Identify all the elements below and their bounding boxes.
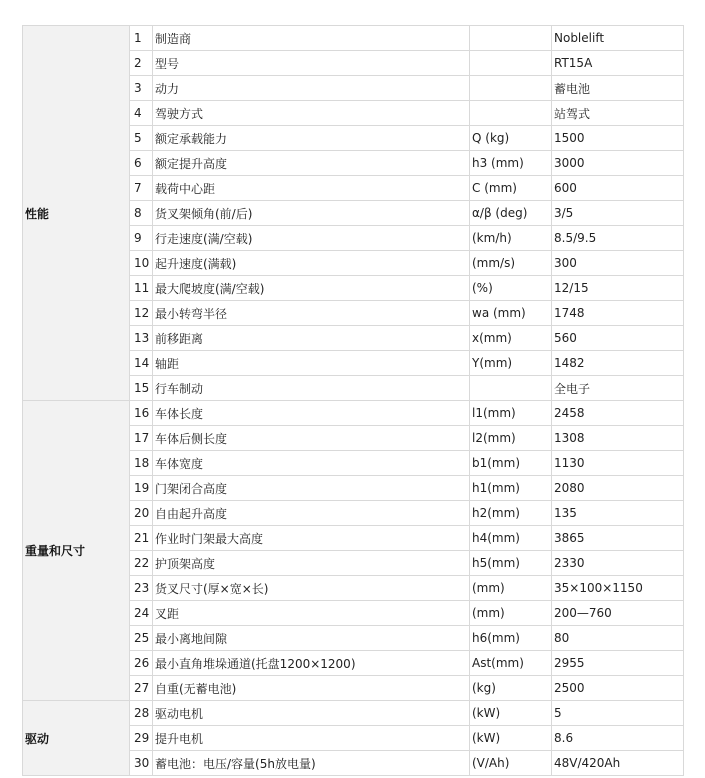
- row-number-cell: 8: [130, 201, 153, 226]
- item-name-cell: 蓄电池：电压/容量(5h放电量): [153, 751, 470, 776]
- unit-cell: (kg): [470, 676, 552, 701]
- unit-cell: b1(mm): [470, 451, 552, 476]
- item-name-cell: 额定承载能力: [153, 126, 470, 151]
- value-cell: 2080: [552, 476, 684, 501]
- unit-cell: (kW): [470, 726, 552, 751]
- value-cell: 8.6: [552, 726, 684, 751]
- item-name-cell: 货叉尺寸(厚×宽×长): [153, 576, 470, 601]
- row-number-cell: 19: [130, 476, 153, 501]
- unit-cell: (%): [470, 276, 552, 301]
- row-number-cell: 22: [130, 551, 153, 576]
- value-cell: 全电子: [552, 376, 684, 401]
- row-number-cell: 1: [130, 26, 153, 51]
- row-number-cell: 6: [130, 151, 153, 176]
- item-name-cell: 动力: [153, 76, 470, 101]
- item-name-cell: 起升速度(满载): [153, 251, 470, 276]
- value-cell: 1748: [552, 301, 684, 326]
- unit-cell: α/β (deg): [470, 201, 552, 226]
- unit-cell: (mm): [470, 601, 552, 626]
- value-cell: 1130: [552, 451, 684, 476]
- row-number-cell: 27: [130, 676, 153, 701]
- value-cell: 1500: [552, 126, 684, 151]
- unit-cell: (mm/s): [470, 251, 552, 276]
- row-number-cell: 11: [130, 276, 153, 301]
- row-number-cell: 3: [130, 76, 153, 101]
- category-cell: 性能: [23, 26, 130, 401]
- item-name-cell: 最小转弯半径: [153, 301, 470, 326]
- item-name-cell: 门架闭合高度: [153, 476, 470, 501]
- value-cell: 3865: [552, 526, 684, 551]
- unit-cell: Q (kg): [470, 126, 552, 151]
- item-name-cell: 叉距: [153, 601, 470, 626]
- item-name-cell: 车体宽度: [153, 451, 470, 476]
- unit-cell: [470, 376, 552, 401]
- unit-cell: h4(mm): [470, 526, 552, 551]
- value-cell: 12/15: [552, 276, 684, 301]
- unit-cell: [470, 101, 552, 126]
- value-cell: 2330: [552, 551, 684, 576]
- row-number-cell: 13: [130, 326, 153, 351]
- item-name-cell: 护顶架高度: [153, 551, 470, 576]
- unit-cell: h1(mm): [470, 476, 552, 501]
- row-number-cell: 9: [130, 226, 153, 251]
- unit-cell: h2(mm): [470, 501, 552, 526]
- value-cell: 5: [552, 701, 684, 726]
- item-name-cell: 驱动电机: [153, 701, 470, 726]
- row-number-cell: 25: [130, 626, 153, 651]
- row-number-cell: 30: [130, 751, 153, 776]
- row-number-cell: 20: [130, 501, 153, 526]
- item-name-cell: 作业时门架最大高度: [153, 526, 470, 551]
- row-number-cell: 7: [130, 176, 153, 201]
- unit-cell: [470, 26, 552, 51]
- row-number-cell: 17: [130, 426, 153, 451]
- item-name-cell: 车体长度: [153, 401, 470, 426]
- value-cell: 2500: [552, 676, 684, 701]
- row-number-cell: 26: [130, 651, 153, 676]
- value-cell: 1482: [552, 351, 684, 376]
- item-name-cell: 型号: [153, 51, 470, 76]
- item-name-cell: 自由起升高度: [153, 501, 470, 526]
- spec-table-body: [23, 26, 684, 776]
- unit-cell: Ast(mm): [470, 651, 552, 676]
- row-number-cell: 4: [130, 101, 153, 126]
- unit-cell: [470, 76, 552, 101]
- item-name-cell: 货叉架倾角(前/后): [153, 201, 470, 226]
- value-cell: 560: [552, 326, 684, 351]
- item-name-cell: 载荷中心距: [153, 176, 470, 201]
- row-number-cell: 16: [130, 401, 153, 426]
- row-number-cell: 24: [130, 601, 153, 626]
- item-name-cell: 提升电机: [153, 726, 470, 751]
- unit-cell: h5(mm): [470, 551, 552, 576]
- row-number-cell: 23: [130, 576, 153, 601]
- value-cell: 3/5: [552, 201, 684, 226]
- value-cell: Noblelift: [552, 26, 684, 51]
- unit-cell: (kW): [470, 701, 552, 726]
- item-name-cell: 行车制动: [153, 376, 470, 401]
- row-number-cell: 28: [130, 701, 153, 726]
- value-cell: 3000: [552, 151, 684, 176]
- value-cell: 48V/420Ah: [552, 751, 684, 776]
- value-cell: 2955: [552, 651, 684, 676]
- unit-cell: x(mm): [470, 326, 552, 351]
- item-name-cell: 额定提升高度: [153, 151, 470, 176]
- value-cell: 2458: [552, 401, 684, 426]
- unit-cell: (mm): [470, 576, 552, 601]
- item-name-cell: 自重(无蓄电池): [153, 676, 470, 701]
- unit-cell: h6(mm): [470, 626, 552, 651]
- row-number-cell: 5: [130, 126, 153, 151]
- table-row: [23, 26, 684, 51]
- unit-cell: C (mm): [470, 176, 552, 201]
- value-cell: 8.5/9.5: [552, 226, 684, 251]
- row-number-cell: 2: [130, 51, 153, 76]
- row-number-cell: 29: [130, 726, 153, 751]
- item-name-cell: 最小直角堆垛通道(托盘1200×1200): [153, 651, 470, 676]
- value-cell: 站驾式: [552, 101, 684, 126]
- category-cell: 重量和尺寸: [23, 401, 130, 701]
- unit-cell: Y(mm): [470, 351, 552, 376]
- value-cell: 135: [552, 501, 684, 526]
- row-number-cell: 15: [130, 376, 153, 401]
- value-cell: 300: [552, 251, 684, 276]
- item-name-cell: 轴距: [153, 351, 470, 376]
- item-name-cell: 最小离地间隙: [153, 626, 470, 651]
- table-row: [23, 401, 684, 426]
- row-number-cell: 14: [130, 351, 153, 376]
- value-cell: RT15A: [552, 51, 684, 76]
- category-cell: 驱动: [23, 701, 130, 776]
- unit-cell: l2(mm): [470, 426, 552, 451]
- unit-cell: (V/Ah): [470, 751, 552, 776]
- value-cell: 35×100×1150: [552, 576, 684, 601]
- unit-cell: (km/h): [470, 226, 552, 251]
- value-cell: 蓄电池: [552, 76, 684, 101]
- row-number-cell: 12: [130, 301, 153, 326]
- row-number-cell: 21: [130, 526, 153, 551]
- table-row: [23, 701, 684, 726]
- row-number-cell: 18: [130, 451, 153, 476]
- value-cell: 200—760: [552, 601, 684, 626]
- item-name-cell: 行走速度(满/空载): [153, 226, 470, 251]
- item-name-cell: 最大爬坡度(满/空载): [153, 276, 470, 301]
- value-cell: 600: [552, 176, 684, 201]
- unit-cell: l1(mm): [470, 401, 552, 426]
- value-cell: 80: [552, 626, 684, 651]
- item-name-cell: 制造商: [153, 26, 470, 51]
- item-name-cell: 车体后侧长度: [153, 426, 470, 451]
- unit-cell: wa (mm): [470, 301, 552, 326]
- value-cell: 1308: [552, 426, 684, 451]
- spec-table: [22, 25, 684, 776]
- unit-cell: h3 (mm): [470, 151, 552, 176]
- item-name-cell: 前移距离: [153, 326, 470, 351]
- row-number-cell: 10: [130, 251, 153, 276]
- item-name-cell: 驾驶方式: [153, 101, 470, 126]
- unit-cell: [470, 51, 552, 76]
